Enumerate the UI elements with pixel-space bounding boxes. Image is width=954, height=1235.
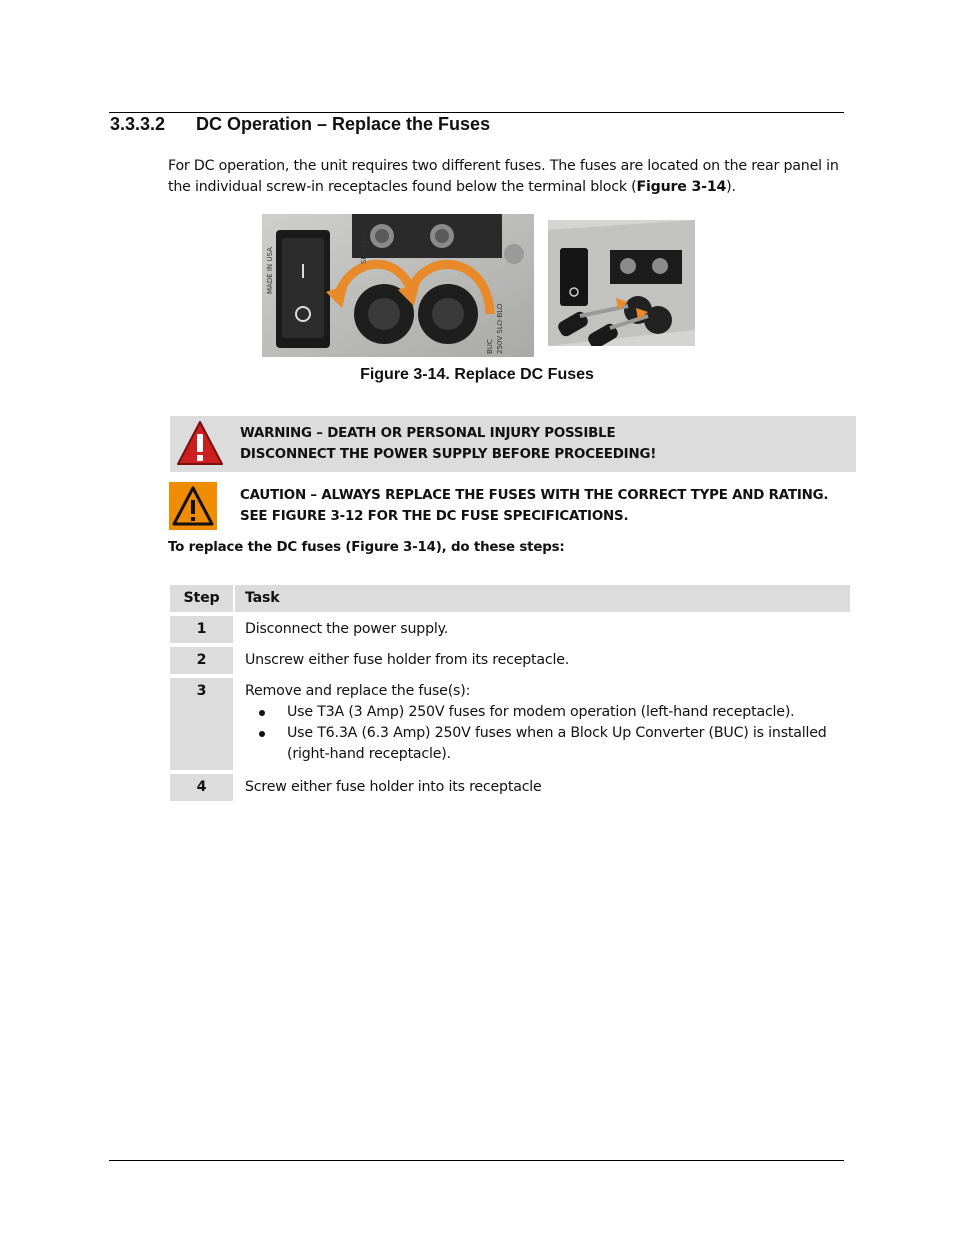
slo-blo-label: SLO-BLO [360, 233, 368, 264]
steps-intro: To replace the DC fuses (Figure 3-14), do these steps: [168, 540, 565, 555]
step-task: Remove and replace the fuse(s): [245, 683, 471, 699]
step-number: 2 [170, 647, 233, 674]
table-row [170, 774, 850, 801]
table-row [170, 678, 850, 770]
table-header-row [170, 585, 850, 612]
header-rule [109, 112, 844, 113]
step-task-cell [235, 678, 850, 770]
figure-caption: Figure 3-14. Replace DC Fuses [360, 366, 594, 383]
caution-line-2: SEE FIGURE 3-12 FOR THE DC FUSE SPECIFICATIONS. [240, 509, 629, 524]
warning-line-2: DISCONNECT THE POWER SUPPLY BEFORE PROCEEDING! [240, 447, 657, 462]
step-number: 4 [170, 774, 233, 801]
warning-triangle-icon [176, 418, 224, 468]
section-number: 3.3.3.2 [110, 114, 166, 134]
list-item: Use T6.3A (6.3 Amp) 250V fuses when a Block Up Converter (BUC) is installed (right-hand receptacle). [245, 723, 840, 765]
caution-line-1: CAUTION – ALWAYS REPLACE THE FUSES WITH THE CORRECT TYPE AND RATING. [240, 488, 829, 503]
rear-panel-photo [262, 214, 534, 357]
warning-text [240, 423, 656, 465]
header-task: Task [235, 585, 850, 612]
step-number: 1 [170, 616, 233, 643]
section-heading [110, 114, 490, 135]
caution-text [240, 485, 828, 527]
fuse-bullet-list [245, 702, 840, 765]
list-item: Use T3A (3 Amp) 250V fuses for modem operation (left-hand receptacle). [245, 702, 840, 723]
table-row [170, 616, 850, 643]
caution-triangle-icon [169, 482, 217, 530]
header-step: Step [170, 585, 233, 612]
step-task: Unscrew either fuse holder from its receptacle. [245, 652, 570, 668]
warning-line-1: WARNING – DEATH OR PERSONAL INJURY POSSIBLE [240, 426, 616, 441]
figure-reference: Figure 3-14 [636, 179, 727, 195]
step-task: Screw either fuse holder into its receptacle [245, 779, 542, 795]
intro-text: For DC operation, the unit requires two different fuses. The fuses are located on the rear panel in the individual screw-in receptacles found below the terminal block ( [168, 158, 839, 195]
step-number: 3 [170, 678, 233, 770]
made-in-label: MADE IN USA [266, 247, 274, 294]
steps-table [170, 585, 850, 805]
section-title: DC Operation – Replace the Fuses [196, 114, 491, 134]
fuse-holders-photo [548, 220, 695, 346]
buc-label: BUC [486, 339, 494, 354]
rating-label: 250V SLO-BLO [496, 303, 504, 354]
step-task: Disconnect the power supply. [245, 621, 449, 637]
table-row [170, 647, 850, 674]
footer-rule [109, 1160, 844, 1161]
intro-paragraph [168, 156, 848, 198]
intro-text-end: ). [726, 179, 736, 195]
